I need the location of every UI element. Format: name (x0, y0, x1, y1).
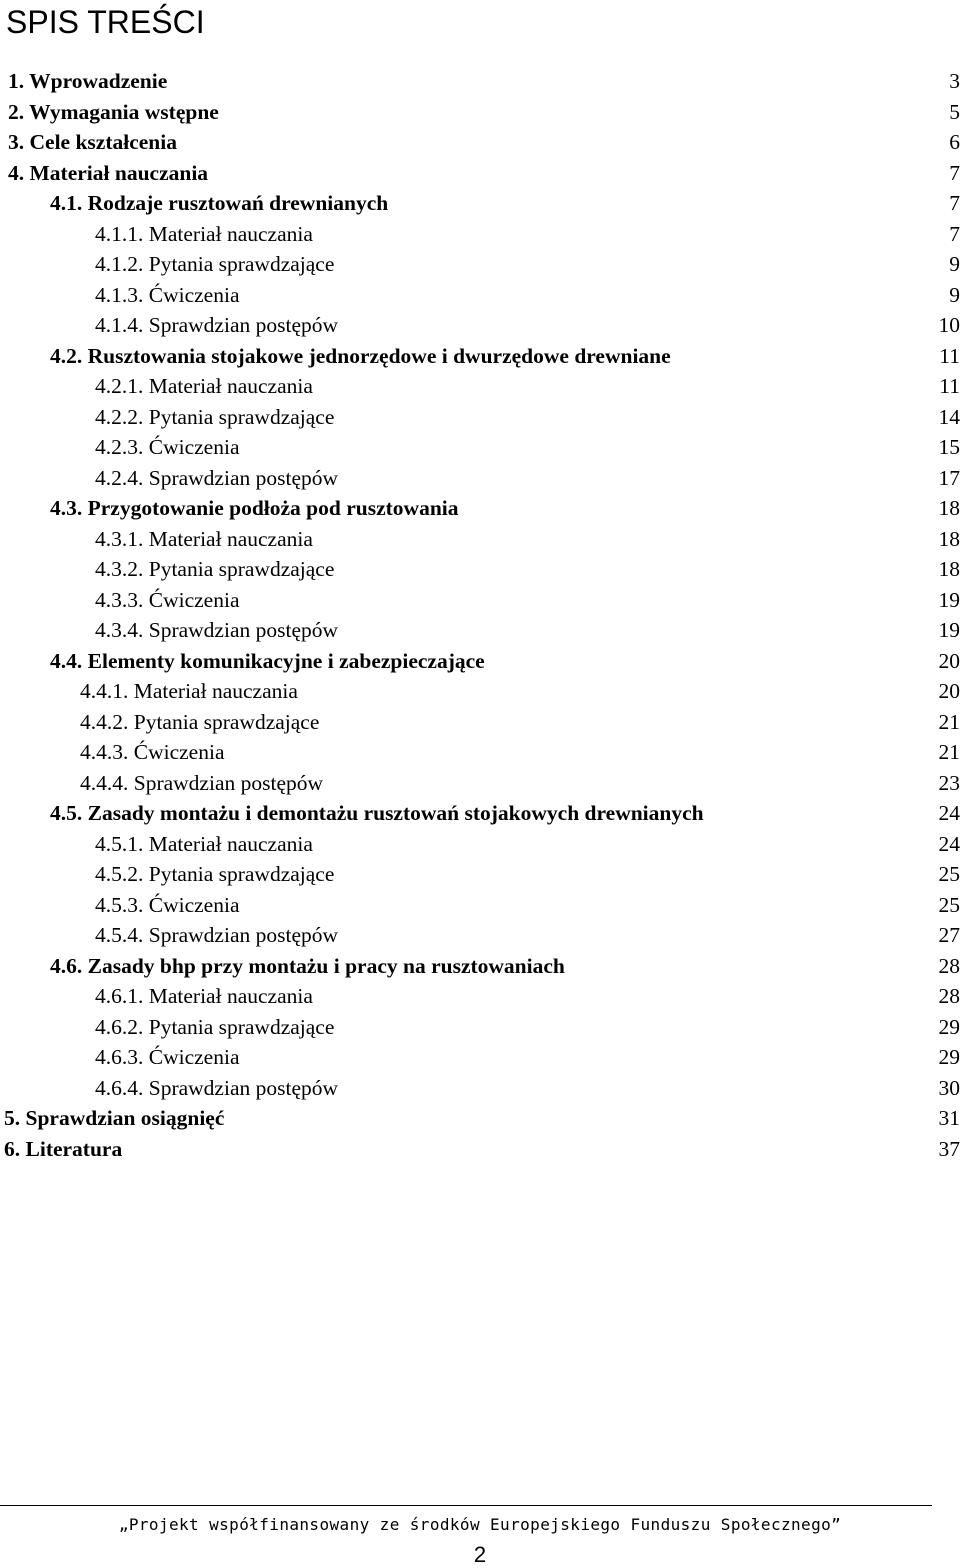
toc-entry-label: 4.6.2. Pytania sprawdzające (95, 1014, 335, 1039)
toc-entry-page: 20 (938, 679, 960, 703)
toc-entry-page: 10 (938, 313, 960, 337)
toc-entry-page: 7 (949, 191, 960, 215)
toc-entry-label: 4.2.1. Materiał nauczania (95, 374, 313, 398)
toc-entry-page: 27 (938, 923, 960, 947)
toc-entry-label: 4.5.1. Materiał nauczania (95, 831, 313, 856)
toc-entry-page: 18 (938, 557, 960, 581)
toc-entry (0, 280, 960, 310)
toc-entry-page: 37 (938, 1136, 960, 1161)
footer-project-note: „Projekt współfinansowany ze środków Europejskiego Funduszu Społecznego” (118, 1515, 842, 1534)
toc-entry-page: 21 (938, 709, 960, 734)
toc-entry-label: 4.1.4. Sprawdzian postępów (95, 313, 339, 337)
toc-entry-label: 4.4.1. Materiał nauczania (80, 679, 298, 703)
toc-entry (0, 1134, 960, 1164)
toc-entry (0, 768, 960, 798)
toc-entry-page: 30 (938, 1075, 960, 1100)
toc-entry-label: 4.1.2. Pytania sprawdzające (95, 252, 335, 276)
toc-entry-label: 4.3.3. Ćwiczenia (95, 587, 240, 612)
toc-entry-page: 9 (949, 252, 960, 276)
toc-entry-page: 21 (938, 740, 960, 764)
toc-entry-label: 4.4.4. Sprawdzian postępów (80, 770, 324, 795)
toc-entry (0, 341, 960, 371)
toc-entry (0, 493, 960, 523)
toc-entry-label: 4.1.1. Materiał nauczania (95, 221, 313, 246)
toc-entry-page: 28 (938, 953, 960, 978)
toc-entry-label: 1. Wprowadzenie (8, 69, 168, 93)
toc-entry-label: 4.3.4. Sprawdzian postępów (95, 618, 339, 642)
toc-entry-page: 29 (938, 1014, 960, 1039)
toc-entry (0, 554, 960, 584)
toc-entry-page: 18 (938, 496, 960, 520)
toc-entry (0, 981, 960, 1011)
toc-entry (0, 859, 960, 889)
toc-entry-page: 24 (938, 801, 960, 825)
toc-entry-label: 4.2.3. Ćwiczenia (95, 435, 240, 459)
toc-entry-label: 4.6. Zasady bhp przy montażu i pracy na rusztowaniach (50, 953, 565, 978)
page-title: SPIS TREŚCI (6, 4, 205, 40)
toc-entry-label: 4.5. Zasady montażu i demontażu rusztowań stojakowych drewnianych (50, 801, 704, 825)
page-number: 2 (473, 1542, 487, 1567)
toc-entry-label: 4.5.4. Sprawdzian postępów (95, 923, 339, 947)
toc-entry-page: 24 (938, 831, 960, 856)
toc-entry-page: 19 (938, 618, 960, 642)
toc-entry-page: 25 (938, 862, 960, 886)
toc-entry-page: 23 (938, 770, 960, 795)
toc-entry-page: 31 (938, 1106, 960, 1130)
toc-entry (0, 1042, 960, 1072)
toc-entry (0, 127, 960, 157)
toc-entry-page: 14 (938, 404, 960, 429)
toc-entry-page: 3 (949, 69, 960, 93)
toc-entry (0, 219, 960, 249)
toc-entry-page: 19 (938, 587, 960, 612)
toc-entry-page: 6 (949, 130, 960, 154)
toc-entry-page: 17 (938, 465, 960, 490)
toc-entry-label: 4.2.2. Pytania sprawdzające (95, 404, 335, 429)
toc-entry (0, 615, 960, 645)
toc-entry (0, 707, 960, 737)
toc-entry (0, 463, 960, 493)
toc-entry (0, 371, 960, 401)
toc-entry (0, 951, 960, 981)
toc-entry-label: 4.3. Przygotowanie podłoża pod rusztowania (50, 496, 459, 520)
toc-entry-page: 28 (938, 984, 960, 1008)
toc-entry (0, 432, 960, 462)
toc-entry-label: 4.4. Elementy komunikacyjne i zabezpieczające (50, 648, 485, 673)
toc-entry (0, 737, 960, 767)
toc-entry-label: 4.2.4. Sprawdzian postępów (95, 465, 339, 490)
toc-entry-page: 11 (939, 374, 960, 398)
toc-entry-page: 29 (938, 1045, 960, 1069)
toc-entry (0, 1073, 960, 1103)
toc-entry-label: 4.4.2. Pytania sprawdzające (80, 709, 320, 734)
toc-entry-label: 4.3.2. Pytania sprawdzające (95, 557, 335, 581)
toc-entry-label: 4.4.3. Ćwiczenia (80, 740, 225, 764)
toc-entry (0, 97, 960, 127)
toc-entry-page: 25 (938, 892, 960, 917)
toc-entry-page: 5 (949, 99, 960, 124)
toc-entry (0, 1103, 960, 1133)
toc-entry-label: 4.1.3. Ćwiczenia (95, 282, 240, 307)
toc-entry (0, 188, 960, 218)
toc-entry-label: 5. Sprawdzian osiągnięć (4, 1106, 225, 1130)
toc-entry-page: 20 (938, 648, 960, 673)
toc-entry-label: 3. Cele kształcenia (8, 130, 177, 154)
toc-entry-label: 4.5.2. Pytania sprawdzające (95, 862, 335, 886)
toc-entry (0, 646, 960, 676)
toc-entry (0, 585, 960, 615)
toc-entry (0, 66, 960, 96)
toc-entry-label: 2. Wymagania wstępne (8, 99, 219, 124)
toc-entry (0, 524, 960, 554)
toc-entry (0, 798, 960, 828)
toc-entry-label: 4.6.1. Materiał nauczania (95, 984, 313, 1008)
toc-entry (0, 920, 960, 950)
toc-entry (0, 402, 960, 432)
toc-entry-label: 4.6.4. Sprawdzian postępów (95, 1075, 339, 1100)
toc-entry-page: 15 (938, 435, 960, 459)
toc-entry-label: 4. Materiał nauczania (8, 160, 209, 185)
toc-entry (0, 890, 960, 920)
toc-entry (0, 310, 960, 340)
toc-entry (0, 676, 960, 706)
toc-entry (0, 158, 960, 188)
toc-entry-label: 4.3.1. Materiał nauczania (95, 526, 313, 551)
toc-entry-page: 18 (938, 526, 960, 551)
toc-entry-label: 4.5.3. Ćwiczenia (95, 892, 240, 917)
toc-entry-page: 9 (949, 282, 960, 307)
toc-entry-label: 4.1. Rodzaje rusztowań drewnianych (50, 191, 389, 215)
toc-entry-page: 7 (949, 160, 960, 185)
toc-entry-label: 6. Literatura (4, 1136, 123, 1161)
toc-entry (0, 1012, 960, 1042)
toc-entry-label: 4.6.3. Ćwiczenia (95, 1045, 240, 1069)
toc-entry-page: 11 (939, 343, 960, 368)
toc-entry-label: 4.2. Rusztowania stojakowe jednorzędowe i dwurzędowe drewniane (50, 343, 671, 368)
toc-entry (0, 829, 960, 859)
footer-divider (0, 1505, 932, 1506)
toc-entry (0, 249, 960, 279)
toc-entry-page: 7 (949, 221, 960, 246)
